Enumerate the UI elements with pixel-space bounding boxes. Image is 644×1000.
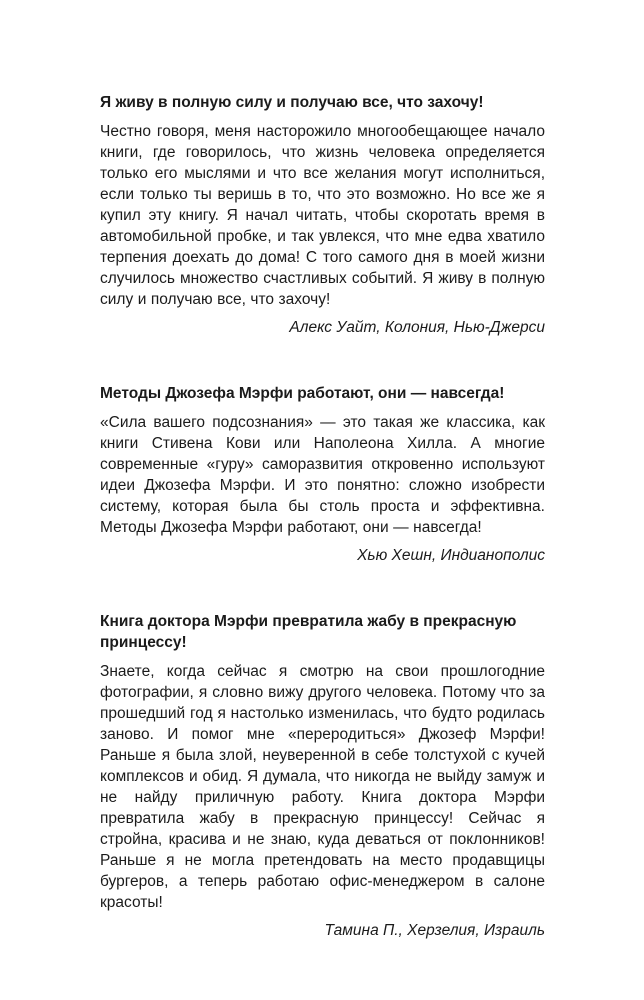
testimonial-block-3 [100, 611, 545, 941]
testimonial-body: «Сила вашего подсознания» — это такая же классика, как книги Стивена Кови или Наполеона Хилла. А многие современные «гуру» саморазвития откровенно используют идеи Джозефа Мэрфи. И это понятно: сложно изобрести систему, которая была бы столь проста и эффективна. Методы Джозефа Мэрфи работают, они — навсегда! [100, 414, 545, 536]
testimonial-block-1 [100, 92, 545, 338]
testimonial-heading: Я живу в полную силу и получаю все, что захочу! [100, 94, 484, 111]
testimonial-attribution: Алекс Уайт, Колония, Нью-Джерси [289, 319, 545, 336]
testimonial-block-2 [100, 383, 545, 566]
testimonial-body: Честно говоря, меня насторожило многообещающее начало книги, где говорилось, что жизнь человека определяется только его мыслями и что все желания могут исполниться, если только ты веришь в то, что это возможно. Но все же я купил эту книгу. Я начал читать, чтобы скоротать время в автомобильной пробке, и так увлекся, что мне едва хватило терпения доехать до дома! С того самого дня в моей жизни случилось множество счастливых событий. Я живу в полную силу и получаю все, что захочу! [100, 123, 545, 308]
testimonial-attribution: Тамина П., Херзелия, Израиль [324, 922, 545, 939]
testimonial-heading: Книга доктора Мэрфи превратила жабу в прекрасную принцессу! [100, 613, 517, 651]
testimonial-attribution: Хью Хешн, Индианополис [357, 547, 545, 564]
testimonial-heading: Методы Джозефа Мэрфи работают, они — навсегда! [100, 385, 505, 402]
testimonial-body: Знаете, когда сейчас я смотрю на свои прошлогодние фотографии, я словно вижу другого человека. Потому что за прошедший год я настолько изменилась, что будто родилась заново. И помог мне «переродиться» Джозеф Мэрфи! Раньше я была злой, неуверенной в себе толстухой с кучей комплексов и обид. Я думала, что никогда не выйду замуж и не найду приличную работу. Книга доктора Мэрфи превратила жабу в прекрасную принцессу! Сейчас я стройна, красива и не знаю, куда деваться от поклонников! Раньше я не могла претендовать на место продавщицы бургеров, а теперь работаю офис-менеджером в салоне красоты! [100, 663, 545, 911]
